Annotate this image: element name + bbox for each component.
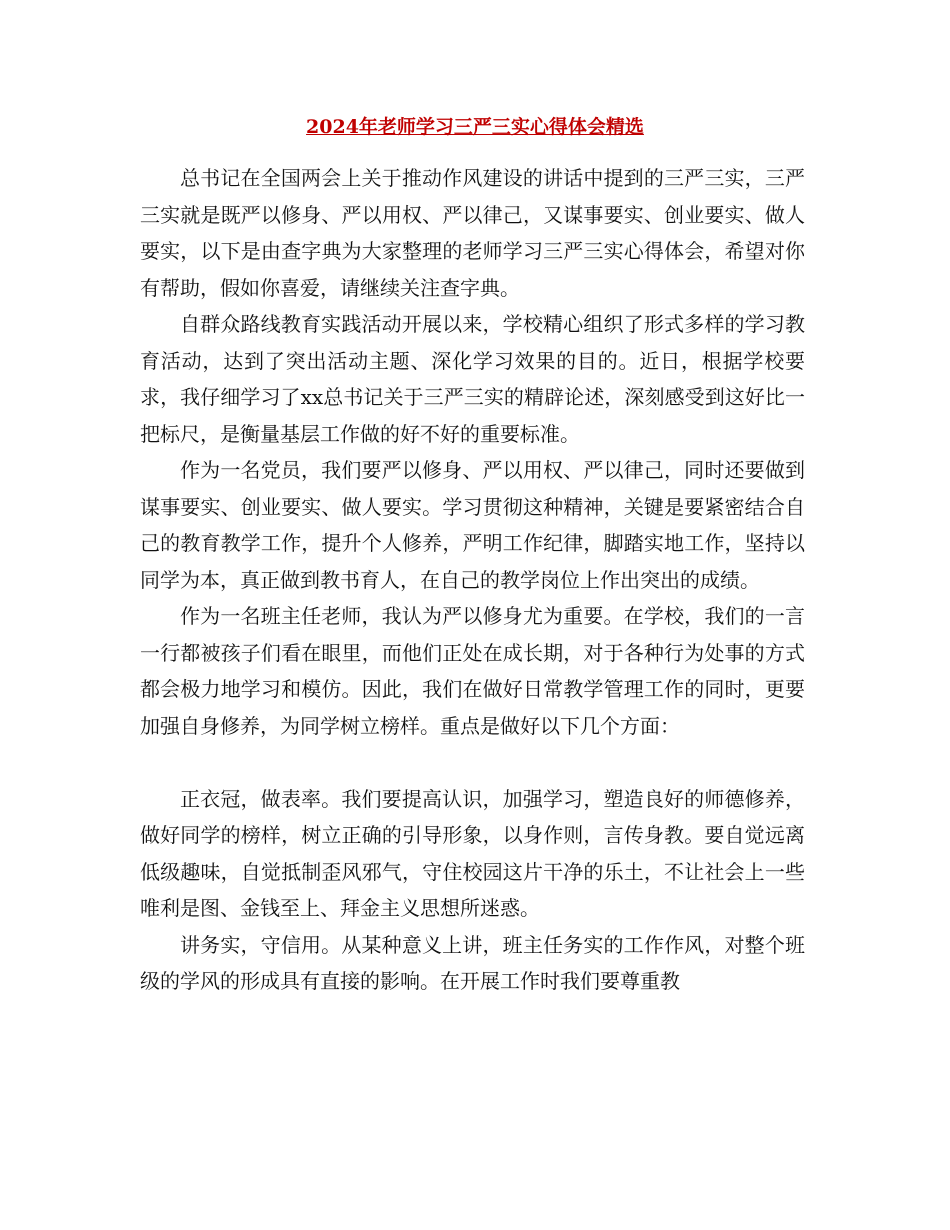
paragraph-activity: 自群众路线教育实践活动开展以来，学校精心组织了形式多样的学习教育活动，达到了突出活动主题、深化学习效果的目的。近日，根据学校要求，我仔细学习了xx总书记关于三严三实的精辟论述，深刻感受到这好比一把标尺，是衡量基层工作做的好不好的重要标准。 bbox=[140, 312, 805, 446]
paragraph-intro: 总书记在全国两会上关于推动作风建设的讲话中提到的三严三实，三严三实就是既严以修身、严以用权、严以律己，又谋事要实、创业要实、做人要实，以下是由查字典为大家整理的老师学习三严三实心得体会，希望对你有帮助，假如你喜爱，请继续关注查字典。 bbox=[140, 166, 805, 300]
paragraph-practical: 讲务实，守信用。从某种意义上讲，班主任务实的工作作风，对整个班级的学风的形成具有直接的影响。在开展工作时我们要尊重教 bbox=[140, 932, 805, 993]
document-body bbox=[140, 160, 805, 1000]
paragraph-head-teacher: 作为一名班主任老师，我认为严以修身尤为重要。在学校，我们的一言一行都被孩子们看在眼里，而他们正处在成长期，对于各种行为处事的方式都会极力地学习和模仿。因此，我们在做好日常教学管理工作的同时，更要加强自身修养，为同学树立榜样。重点是做好以下几个方面： bbox=[140, 604, 805, 738]
document-title: 2024年老师学习三严三实心得体会精选 bbox=[306, 116, 644, 138]
paragraph-example: 正衣冠，做表率。我们要提高认识，加强学习，塑造良好的师德修养，做好同学的榜样，树立正确的引导形象，以身作则，言传身教。要自觉远离低级趣味，自觉抵制歪风邪气，守住校园这片干净的乐土，不让社会上一些唯利是图、金钱至上、拜金主义思想所迷惑。 bbox=[140, 786, 805, 920]
paragraph-party-member: 作为一名党员，我们要严以修身、严以用权、严以律己，同时还要做到谋事要实、创业要实、做人要实。学习贯彻这种精神，关键是要紧密结合自己的教育教学工作，提升个人修养，严明工作纪律，脚踏实地工作，坚持以同学为本，真正做到教书育人，在自己的教学岗位上作出突出的成绩。 bbox=[140, 458, 805, 592]
